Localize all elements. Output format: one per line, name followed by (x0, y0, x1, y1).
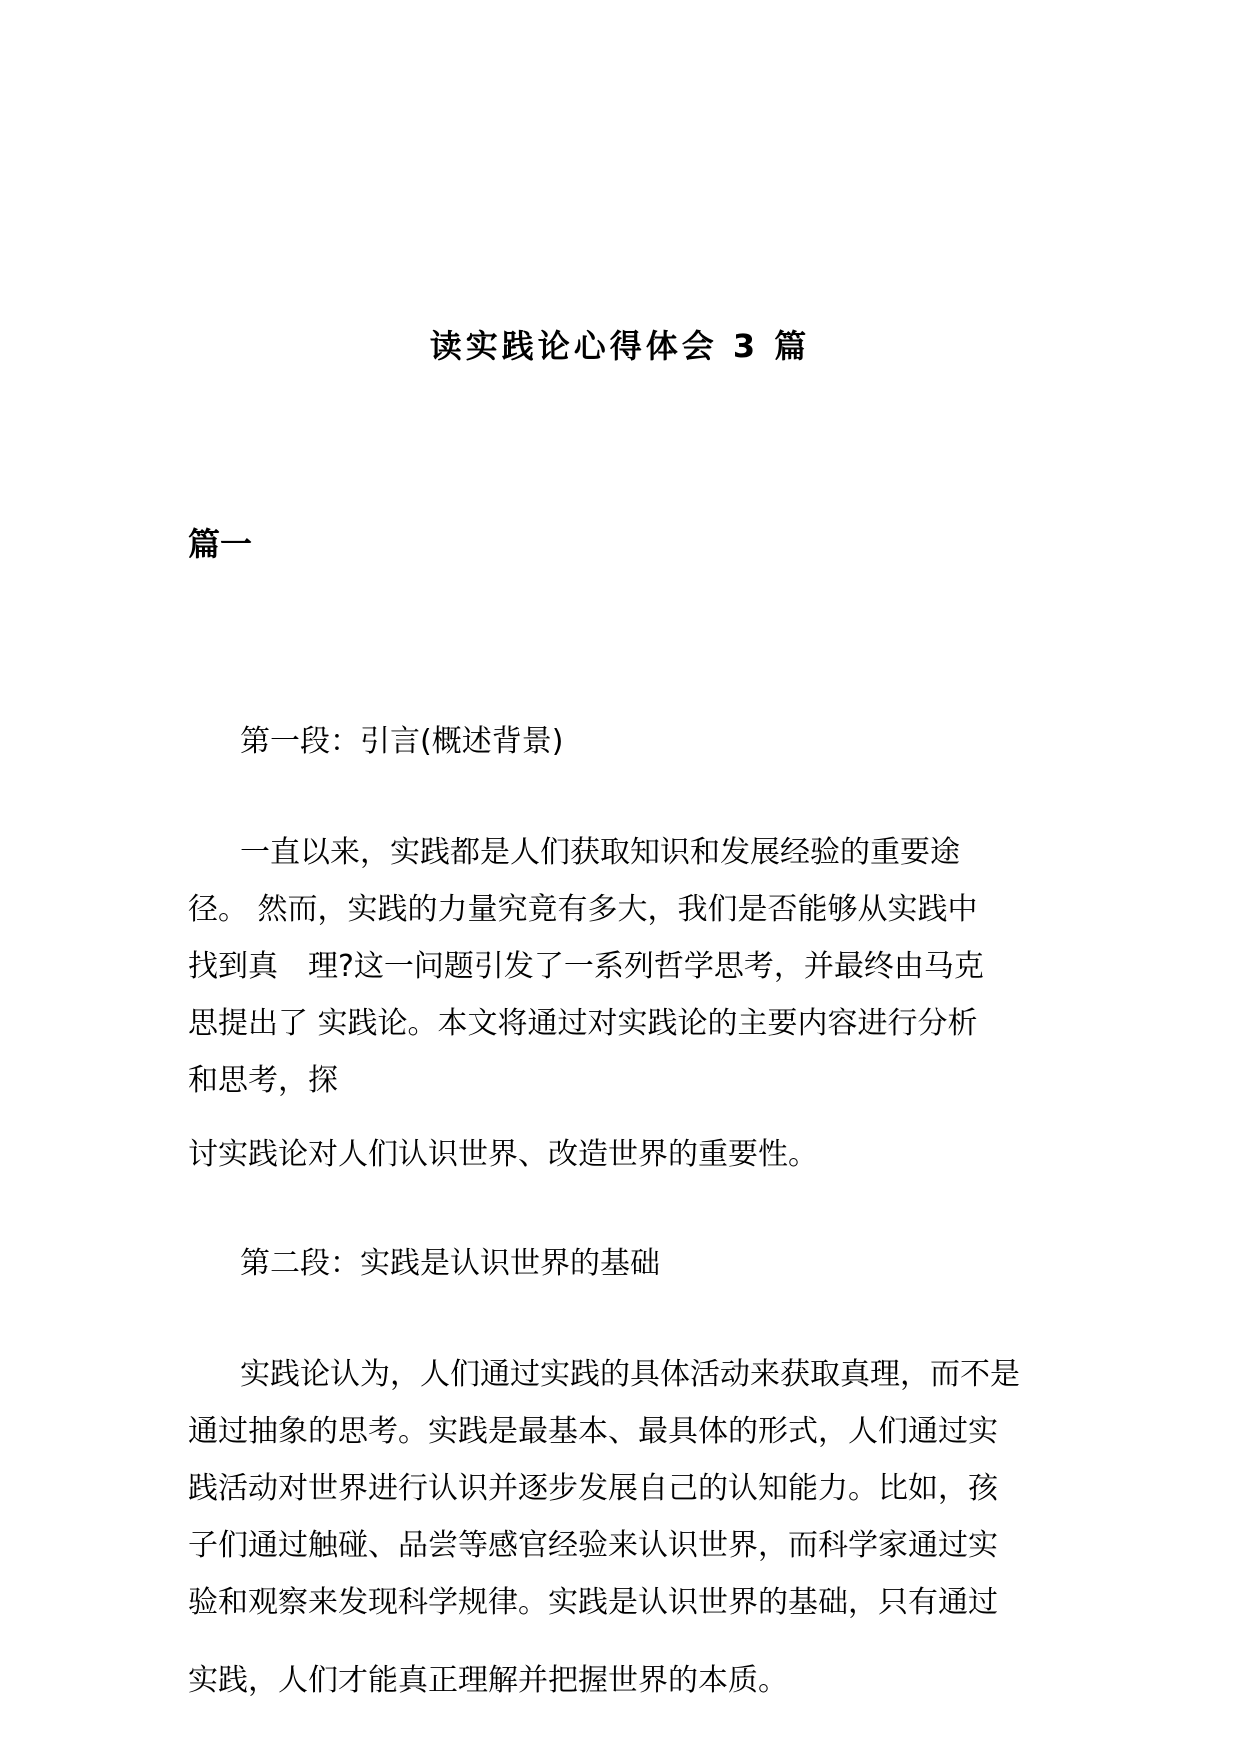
text-line: 通过抽象的思考。实践是最基本、最具体的形式，人们通过实 (188, 1414, 998, 1449)
text-line: 找到真 理?这一问题引发了一系列哲学思考，并最终由马克 (188, 949, 984, 984)
text-line: 实践，人们才能真正理解并把握世界的本质。 (188, 1663, 788, 1698)
paragraph-tail-2 (188, 1652, 1058, 1709)
paragraph-tail-1 (188, 1126, 1058, 1183)
text-line: 验和观察来发现科学规律。实践是认识世界的基础，只有通过 (188, 1585, 998, 1620)
paragraph-body-1 (188, 824, 1058, 1109)
text-line: 一直以来，实践都是人们获取知识和发展经验的重要途 (240, 835, 960, 870)
text-line: 径。 然而，实践的力量究竟有多大，我们是否能够从实践中 (188, 892, 978, 927)
text-line: 和思考，探 (188, 1063, 338, 1098)
paragraph-heading-1: 第一段：引言(概述背景) (240, 724, 564, 759)
section-heading: 篇一 (188, 525, 253, 563)
text-line: 思提出了 实践论。本文将通过对实践论的主要内容进行分析 (188, 1006, 978, 1041)
paragraph-body-2 (188, 1346, 1058, 1631)
text-line: 讨实践论对人们认识世界、改造世界的重要性。 (188, 1137, 818, 1172)
text-line: 实践论认为，人们通过实践的具体活动来获取真理，而不是 (240, 1357, 1020, 1392)
text-line: 子们通过触碰、品尝等感官经验来认识世界，而科学家通过实 (188, 1528, 998, 1563)
text-line: 践活动对世界进行认识并逐步发展自己的认知能力。比如，孩 (188, 1471, 998, 1506)
paragraph-heading-2: 第二段：实践是认识世界的基础 (240, 1246, 660, 1281)
document-title: 读实践论心得体会 3 篇 (429, 327, 811, 365)
